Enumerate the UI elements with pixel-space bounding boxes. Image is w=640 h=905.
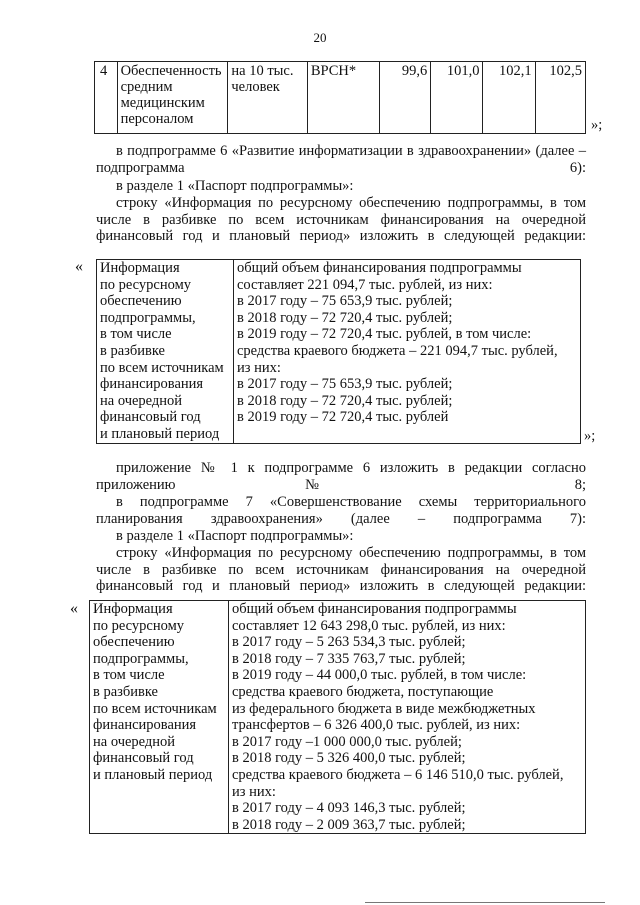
- passport-value-line: в 2019 году – 44 000,0 тыс. рублей, в том числе:: [232, 667, 527, 684]
- passport-label-line: в том числе: [100, 326, 172, 343]
- value-cell: 99,6: [379, 62, 431, 134]
- passport-value-line: в 2017 году –1 000 000,0 тыс. рублей;: [232, 733, 462, 750]
- passport-value-line: в 2017 году – 5 263 534,3 тыс. рублей;: [232, 634, 466, 651]
- passport-label-line: финансовый год: [100, 409, 201, 426]
- value-cell: 101,0: [431, 62, 483, 134]
- passport-label-line: обеспечению: [100, 293, 182, 310]
- value-cell: 102,5: [535, 62, 585, 134]
- source: ВРСН*: [307, 62, 379, 134]
- passport-value-line: в 2018 году – 5 326 400,0 тыс. рублей;: [232, 750, 466, 767]
- page-number: 20: [313, 30, 327, 45]
- row-number: 4: [95, 62, 118, 134]
- paragraph: приложение № 1 к подпрограмме 6 изложить в редакции согласно приложению № 8;: [96, 460, 586, 493]
- value-cell: 102,1: [483, 62, 535, 134]
- passport-label-line: на очередной: [93, 733, 176, 750]
- passport-value-line: из них:: [232, 783, 276, 800]
- passport-label-line: обеспечению: [93, 634, 175, 651]
- passport-value-line: в 2018 году – 2 009 363,7 тыс. рублей;: [232, 816, 466, 833]
- passport-value-cell: [229, 601, 586, 834]
- passport-value-line: общий объем финансирования подпрограммы: [232, 601, 517, 617]
- passport-value-line: из федерального бюджета в виде межбюджетных: [232, 700, 536, 717]
- page-edge-line: [365, 902, 605, 903]
- passport-label-line: Информация: [100, 260, 180, 276]
- paragraph: в подпрограмме 6 «Развитие информатизации в здравоохранении» (далее – подпрограмма 6):: [96, 143, 586, 176]
- passport-value-line: из них:: [237, 359, 281, 376]
- passport-value-line: средства краевого бюджета – 221 094,7 тыс. рублей,: [237, 342, 558, 359]
- passport-label-line: подпрограммы,: [100, 309, 196, 326]
- passport-value-line: [237, 426, 577, 443]
- passport-value-line: в 2017 году – 75 653,9 тыс. рублей;: [237, 293, 453, 310]
- passport-value-line: в 2018 году – 7 335 763,7 тыс. рублей;: [232, 650, 466, 667]
- passport-label-line: финансирования: [93, 717, 197, 734]
- passport-value-line: в 2018 году – 72 720,4 тыс. рублей;: [237, 392, 453, 409]
- passport-value-line: в 2019 году – 72 720,4 тыс. рублей, в том числе:: [237, 326, 532, 343]
- passport-value-line: в 2018 году – 72 720,4 тыс. рублей;: [237, 309, 453, 326]
- passport-label-line: по ресурсному: [100, 276, 192, 293]
- indicator-table: [94, 61, 586, 134]
- passport-label-line: по всем источникам: [93, 700, 217, 717]
- passport-value-line: общий объем финансирования подпрограммы: [237, 260, 522, 276]
- closing-quote: »;: [591, 117, 603, 133]
- passport-label-line: в том числе: [93, 667, 165, 684]
- paragraph: в разделе 1 «Паспорт подпрограммы»:: [116, 528, 354, 544]
- paragraph: в разделе 1 «Паспорт подпрограммы»:: [116, 178, 354, 194]
- passport-table-2: [89, 600, 586, 834]
- open-quote: «: [75, 258, 83, 275]
- passport-value-line: составляет 12 643 298,0 тыс. рублей, из них:: [232, 617, 506, 634]
- passport-value-cell: [234, 260, 581, 444]
- passport-label-line: и плановый период: [100, 425, 220, 442]
- passport-label-line: в разбивке: [100, 342, 165, 359]
- passport-label-line: Информация: [93, 601, 173, 617]
- closing-quote: »;: [584, 428, 596, 444]
- paragraph: строку «Информация по ресурсному обеспечению подпрограммы, в том числе в разбивке по всем источникам финансирования на очередной финансовый год и плановый период» изложить в следующей редакции:: [96, 545, 586, 594]
- passport-label-line: на очередной: [100, 392, 183, 409]
- passport-value-line: средства краевого бюджета, поступающие: [232, 683, 494, 700]
- passport-label-line: по ресурсному: [93, 617, 185, 634]
- indicator-name: Обеспеченность средним медицинским персоналом: [117, 62, 228, 134]
- passport-value-line: в 2017 году – 75 653,9 тыс. рублей;: [237, 376, 453, 393]
- unit: на 10 тыс. человек: [228, 62, 307, 134]
- passport-label-cell: [97, 260, 234, 444]
- passport-value-line: в 2017 году – 4 093 146,3 тыс. рублей;: [232, 800, 466, 817]
- table-row: [95, 62, 586, 134]
- passport-value-line: в 2019 году – 72 720,4 тыс. рублей: [237, 409, 449, 426]
- passport-table-1: [96, 259, 581, 444]
- passport-label-line: финансовый год: [93, 750, 194, 767]
- passport-label-line: [93, 800, 225, 817]
- passport-value-line: средства краевого бюджета – 6 146 510,0 тыс. рублей,: [232, 766, 564, 783]
- passport-value-line: трансфертов – 6 326 400,0 тыс. рублей, из них:: [232, 717, 521, 734]
- passport-label-cell: [90, 601, 229, 834]
- paragraph: в подпрограмме 7 «Совершенствование схемы территориального планирования здравоохранения» (далее – подпрограмма 7):: [96, 494, 586, 527]
- passport-label-line: [93, 817, 225, 834]
- passport-label-line: подпрограммы,: [93, 650, 189, 667]
- passport-label-line: [93, 784, 225, 801]
- open-quote: «: [70, 600, 78, 617]
- passport-label-line: по всем источникам: [100, 359, 224, 376]
- passport-value-line: составляет 221 094,7 тыс. рублей, из них:: [237, 276, 493, 293]
- paragraph: строку «Информация по ресурсному обеспечению подпрограммы, в том числе в разбивке по всем источникам финансирования на очередной финансовый год и плановый период» изложить в следующей редакции:: [96, 195, 586, 244]
- passport-label-line: в разбивке: [93, 683, 158, 700]
- passport-label-line: финансирования: [100, 376, 204, 393]
- passport-label-line: и плановый период: [93, 766, 213, 783]
